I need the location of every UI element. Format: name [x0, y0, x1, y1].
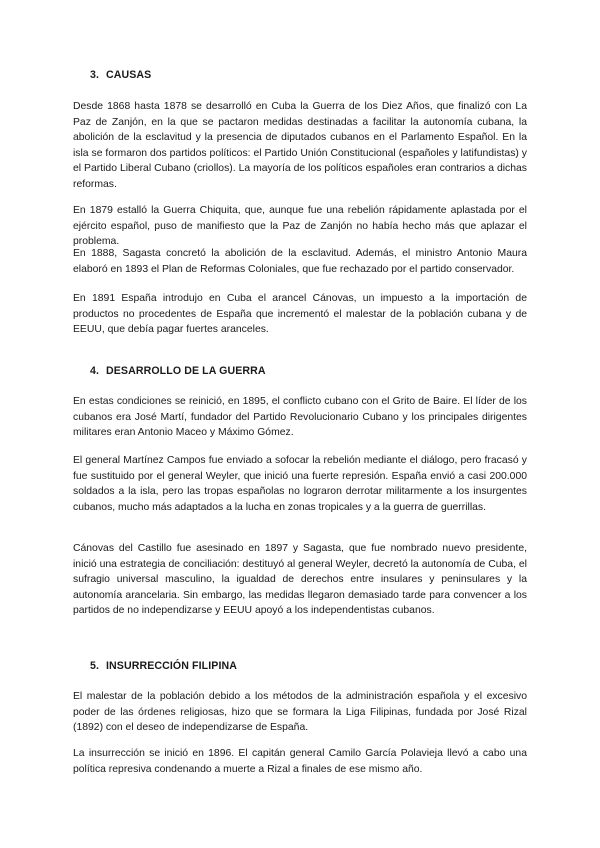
section-4-number: 4.: [90, 365, 100, 377]
section-3-paragraph-1: Desde 1868 hasta 1878 se desarrolló en Cuba la Guerra de los Diez Años, que finalizó con La Paz de Zanjón, en la que se pactaron medidas destinadas a facilitar la autonomía cubana, la abolición de la esclavitud y la presencia de diputados cubanos en el Parlamento Español. En la isla se formaron dos partidos políticos: el Partido Unión Constitucional (españoles y latifundistas) y el Partido Liberal Cubano (criollos). La mayoría de los políticos españoles eran contrarios a dichas reformas.: [73, 101, 527, 190]
section-3-title: CAUSAS: [106, 69, 152, 81]
section-3-paragraph-3: En 1888, Sagasta concretó la abolición de la esclavitud. Además, el ministro Antonio Maura elaboró en 1893 el Plan de Reformas Coloniales, que fue rechazado por el partido conservador.: [73, 248, 527, 275]
section-3-heading: [90, 68, 151, 84]
section-5-paragraph-2: La insurrección se inició en 1896. El capitán general Camilo García Polavieja llevó a cabo una política represiva condenando a muerte a Rizal a finales de ese mismo año.: [73, 748, 527, 775]
section-3-paragraph-4: En 1891 España introdujo en Cuba el arancel Cánovas, un impuesto a la importación de productos no procedentes de España que incrementó el malestar de la población cubana y de EEUU, que debía pagar fuertes aranceles.: [73, 293, 527, 336]
section-5-number: 5.: [90, 660, 100, 672]
section-5-heading: [90, 659, 237, 675]
section-4-paragraph-2: El general Martínez Campos fue enviado a sofocar la rebelión mediante el diálogo, pero fracasó y fue sustituido por el general Weyler, que inició una fuerte represión. España envió a casi 200.000 soldados a la isla, pero las tropas españolas no lograron derrotar militarmente a los insurgentes cubanos, mucho más adaptados a la lucha en zonas tropicales y a la guerra de guerrillas.: [73, 455, 527, 513]
section-4-title: DESARROLLO DE LA GUERRA: [106, 365, 266, 377]
section-5-paragraph-1: El malestar de la población debido a los métodos de la administración española y el excesivo poder de las órdenes religiosas, hizo que se formara la Liga Filipinas, fundada por José Rizal (1892) con el deseo de independizarse de España.: [73, 691, 527, 734]
section-3-paragraph-2: En 1879 estalló la Guerra Chiquita, que, aunque fue una rebelión rápidamente aplastada por el ejército español, puso de manifiesto que la Paz de Zanjón no había hecho más que aplazar el problema.: [73, 205, 527, 248]
section-3-number: 3.: [90, 69, 100, 81]
section-4-paragraph-1: En estas condiciones se reinició, en 1895, el conflicto cubano con el Grito de Baire. El líder de los cubanos era José Martí, fundador del Partido Revolucionario Cubano y los principales dirigentes militares eran Antonio Maceo y Máximo Gómez.: [73, 396, 527, 439]
section-5-title: INSURRECCIÓN FILIPINA: [106, 660, 237, 672]
section-4-heading: [90, 364, 266, 380]
section-4-paragraph-3: Cánovas del Castillo fue asesinado en 1897 y Sagasta, que fue nombrado nuevo presidente, inició una estrategia de conciliación: destituyó al general Weyler, decretó la autonomía de Cuba, el sufragio universal masculino, la igualdad de derechos entre insulares y peninsulares y la autonomía arancelaria. Sin embargo, las medidas llegaron demasiado tarde para convencer a los partidos de no independizarse y EEUU apoyó a los independentistas cubanos.: [73, 543, 527, 617]
